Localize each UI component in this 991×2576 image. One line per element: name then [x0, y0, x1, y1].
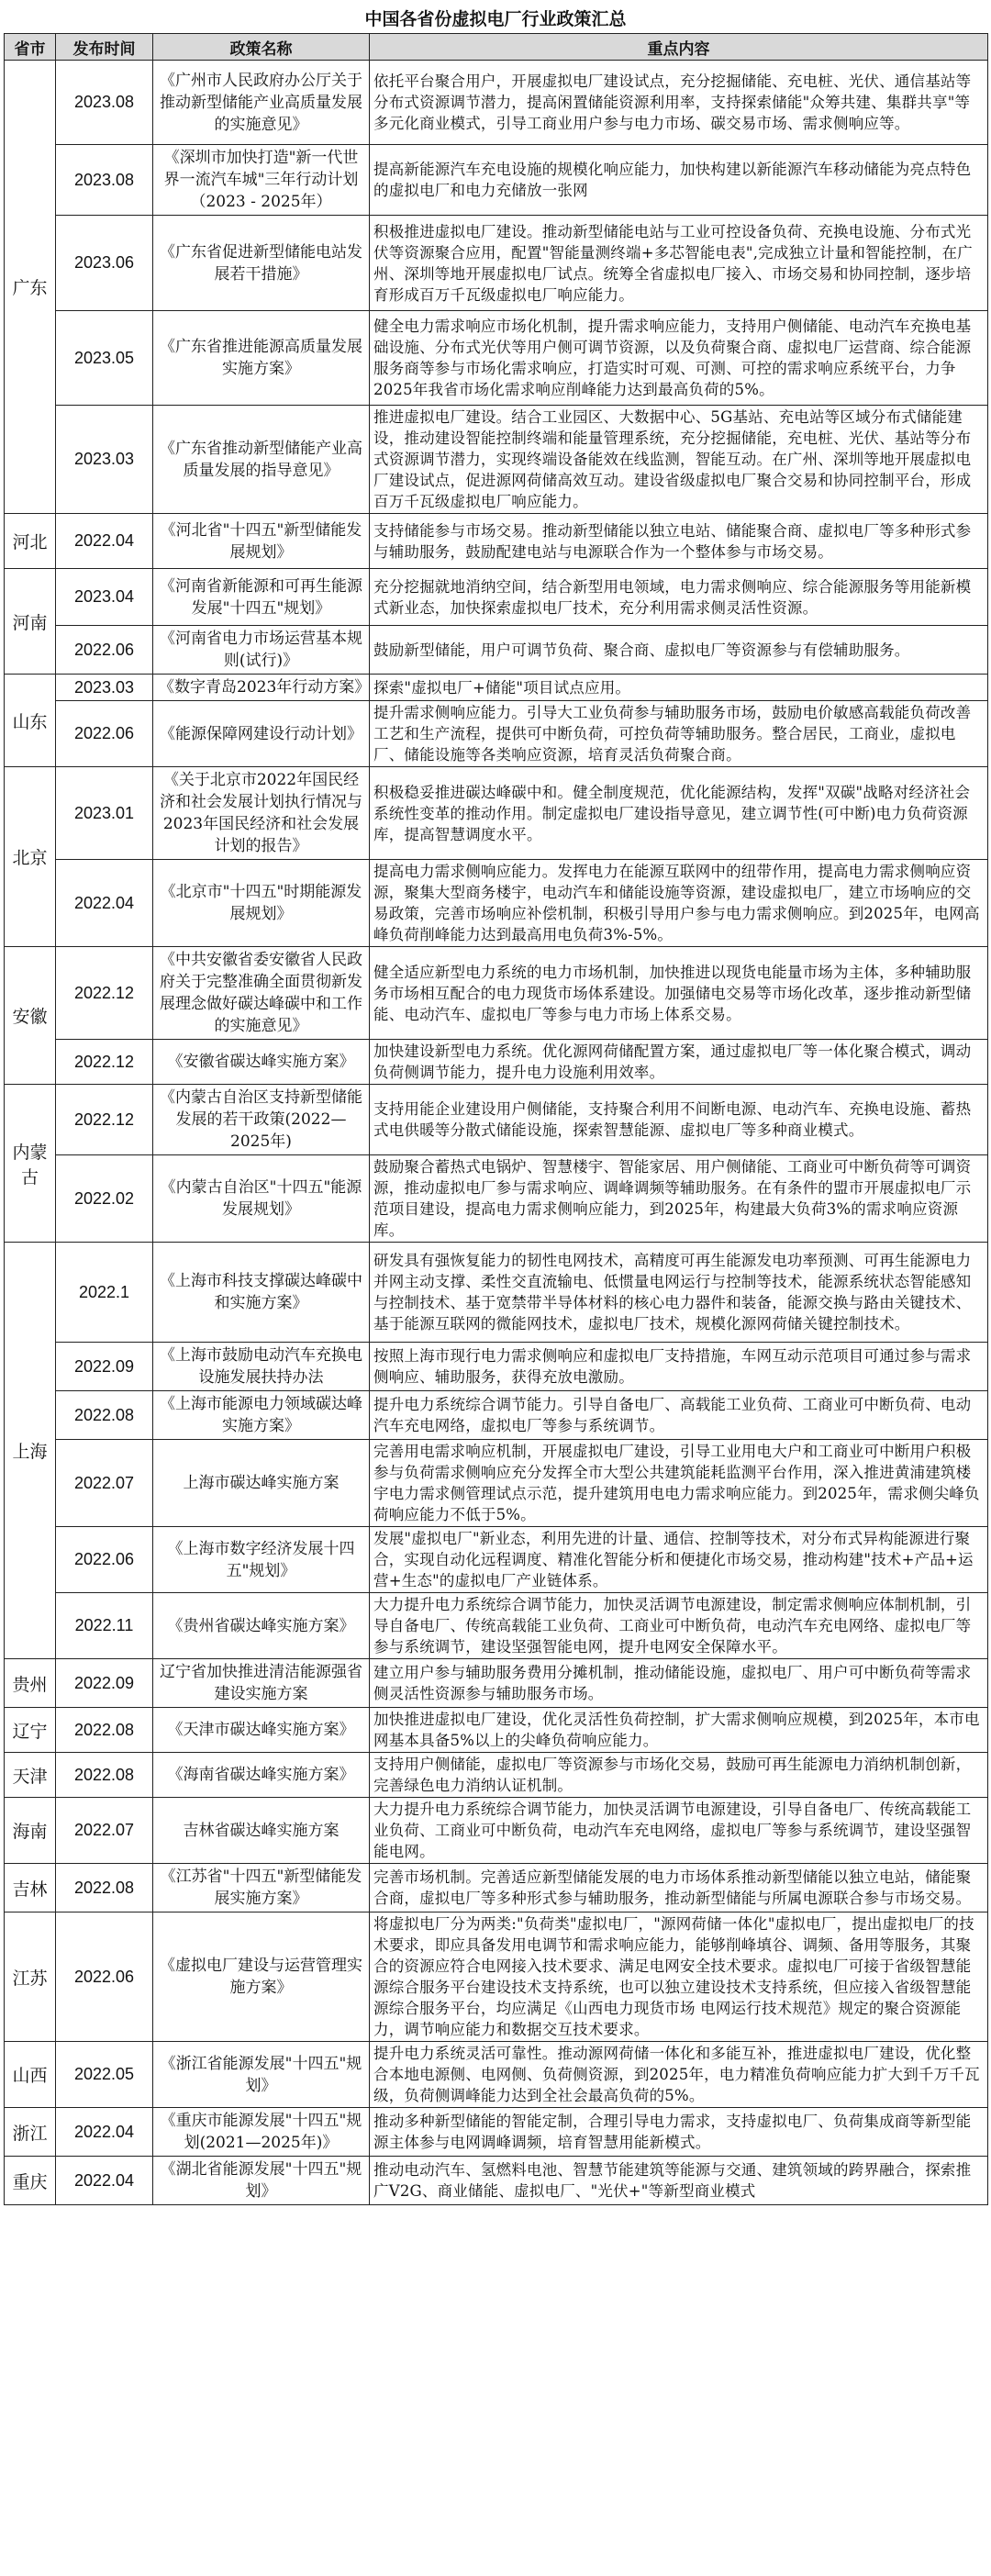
province-cell: 重庆	[5, 2157, 56, 2205]
key-content-cell: 研发具有强恢复能力的韧性电网技术，高精度可再生能源发电功率预测、可再生能源电力并网主动支撑、柔性交直流输电、低惯量电网运行与控制等技术，能源系统状态智能感知与控制技术、基于宽禁带半导体材料的核心电力器件和装备，能源交换与路由关键技术、基于能源互联网的微能网技术，虚拟电厂技术，规模化源网荷储关键控制技术。	[370, 1243, 988, 1343]
policy-name-cell: 《广东省推动新型储能产业高质量发展的指导意见》	[153, 406, 370, 514]
policy-name-cell: 《湖北省能源发展"十四五"规划》	[153, 2157, 370, 2205]
table-row	[5, 1440, 988, 1527]
date-cell: 2022.08	[56, 1753, 153, 1798]
policy-name-cell: 《数字青岛2023年行动方案》	[153, 675, 370, 701]
key-content-cell: 健全电力需求响应市场化机制，提升需求响应能力，支持用户侧储能、电动汽车充换电基础设施、分布式光伏等用户侧可调节资源，以及负荷聚合商、虚拟电厂运营商、综合能源服务商等参与市场化需求响应，打造实时可观、可测、可控的需求响应系统平台，力争2025年我省市场化需求响应削峰能力达到最高负荷的5%。	[370, 311, 988, 406]
date-cell: 2023.08	[56, 145, 153, 216]
table-row	[5, 626, 988, 675]
policy-name-cell: 《上海市数字经济发展十四五"规划》	[153, 1527, 370, 1593]
date-cell: 2023.08	[56, 61, 153, 145]
date-cell: 2023.03	[56, 406, 153, 514]
key-content-cell: 鼓励聚合蓄热式电锅炉、智慧楼宇、智能家居、用户侧储能、工商业可中断负荷等可调资源，推动虚拟电厂参与需求响应、调峰调频等辅助服务。在有条件的盟市开展虚拟电厂示范项目建设，提高电力需求侧响应能力，到2025年，构建最大负荷3%的需求响应资源库。	[370, 1155, 988, 1243]
header-province: 省市	[5, 34, 56, 61]
policy-name-cell: 《北京市"十四五"时期能源发展规划》	[153, 860, 370, 947]
header-date: 发布时间	[56, 34, 153, 61]
key-content-cell: 完善市场机制。完善适应新型储能发展的电力市场体系推动新型储能以独立电站，储能聚合商，虚拟电厂等多种形式参与辅助服务，推动新型储能与所属电源联合参与市场交易。	[370, 1864, 988, 1912]
table-row	[5, 61, 988, 145]
key-content-cell: 发展"虚拟电厂"新业态，利用先进的计量、通信、控制等技术，对分布式异构能源进行聚合，实现自动化远程调度、精准化智能分析和便捷化市场交易，推动构建"技术+产品+运营+生态"的虚拟电厂产业链体系。	[370, 1527, 988, 1593]
province-cell: 安徽	[5, 947, 56, 1085]
table-row	[5, 1040, 988, 1085]
policy-name-cell: 《江苏省"十四五"新型储能发展实施方案》	[153, 1864, 370, 1912]
policy-name-cell: 《广东省促进新型储能电站发展若干措施》	[153, 216, 370, 311]
policy-name-cell: 《广州市人民政府办公厅关于推动新型储能产业高质量发展的实施意见》	[153, 61, 370, 145]
date-cell: 2023.06	[56, 216, 153, 311]
policy-name-cell: 《天津市碳达峰实施方案》	[153, 1708, 370, 1753]
table-row	[5, 2157, 988, 2205]
province-cell: 山东	[5, 675, 56, 767]
policy-name-cell: 吉林省碳达峰实施方案	[153, 1798, 370, 1864]
date-cell: 2022.08	[56, 1708, 153, 1753]
table-row	[5, 1593, 988, 1659]
table-row	[5, 216, 988, 311]
date-cell: 2023.03	[56, 675, 153, 701]
date-cell: 2023.04	[56, 569, 153, 626]
table-row	[5, 1527, 988, 1593]
date-cell: 2022.12	[56, 1085, 153, 1155]
date-cell: 2022.07	[56, 1798, 153, 1864]
date-cell: 2022.06	[56, 1527, 153, 1593]
table-row	[5, 1243, 988, 1343]
province-cell: 广东	[5, 61, 56, 514]
key-content-cell: 将虚拟电厂分为两类:"负荷类"虚拟电厂，"源网荷储一体化"虚拟电厂，提出虚拟电厂的技术要求，即应具备发用电调节和需求响应能力，能够削峰填谷、调频、备用等服务，其聚合的资源应符合电网接入技术要求、满足电网安全技术要求。虚拟电厂可接于省级智慧能源综合服务平台建设技术支持系统，也可以独立建设技术支持系统，但应接入省级智慧能源综合服务平台，均应满足《山西电力现货市场 电网运行技术规范》规定的聚合资源能力，调节响应能力和数据交互技术要求。	[370, 1912, 988, 2042]
policy-name-cell: 《上海市鼓励电动汽车充换电设施发展扶持办法	[153, 1343, 370, 1391]
table-row	[5, 701, 988, 767]
province-cell: 北京	[5, 767, 56, 947]
table-row	[5, 1391, 988, 1440]
date-cell: 2022.08	[56, 1391, 153, 1440]
date-cell: 2022.07	[56, 1440, 153, 1527]
province-cell: 江苏	[5, 1912, 56, 2042]
key-content-cell: 推动电动汽车、氢燃料电池、智慧节能建筑等能源与交通、建筑领域的跨界融合，探索推广V2G、商业储能、虚拟电厂、"光伏+"等新型商业模式	[370, 2157, 988, 2205]
province-cell: 海南	[5, 1798, 56, 1864]
key-content-cell: 提升电力系统灵活可靠性。推动源网荷储一体化和多能互补，推进虚拟电厂建设，优化整合本地电源侧、电网侧、负荷侧资源，到2025年，电力精准负荷响应能力扩大到千万千瓦级，负荷侧调峰能力达到全社会最高负荷的5%。	[370, 2042, 988, 2108]
key-content-cell: 支持储能参与市场交易。推动新型储能以独立电站、储能聚合商、虚拟电厂等多种形式参与辅助服务，鼓励配建电站与电源联合作为一个整体参与市场交易。	[370, 514, 988, 569]
policy-name-cell: 辽宁省加快推进清洁能源强省建设实施方案	[153, 1659, 370, 1708]
table-row	[5, 1343, 988, 1391]
key-content-cell: 支持用能企业建设用户侧储能，支持聚合利用不间断电源、电动汽车、充换电设施、蓄热式电供暖等分散式储能设施，探索智慧能源、虚拟电厂等多种商业模式。	[370, 1085, 988, 1155]
province-cell: 河南	[5, 569, 56, 675]
policy-name-cell: 《上海市科技支撑碳达峰碳中和实施方案》	[153, 1243, 370, 1343]
province-cell: 上海	[5, 1243, 56, 1659]
policy-name-cell: 《河北省"十四五"新型储能发展规划》	[153, 514, 370, 569]
policy-name-cell: 《重庆市能源发展"十四五"规划(2021—2025年)》	[153, 2108, 370, 2157]
table-row	[5, 947, 988, 1040]
key-content-cell: 依托平台聚合用户，开展虚拟电厂建设试点，充分挖掘储能、充电桩、光伏、通信基站等分布式资源调节潜力，提高闲置储能资源利用率，支持探索储能"众筹共建、集群共享"等多元化商业模式，引导工商业用户参与电力市场、碳交易市场、需求侧响应等。	[370, 61, 988, 145]
key-content-cell: 推动多种新型储能的智能定制，合理引导电力需求，支持虚拟电厂、负荷集成商等新型能源主体参与电网调峰调频，培育智慧用能新模式。	[370, 2108, 988, 2157]
policy-table	[4, 33, 988, 2205]
key-content-cell: 积极推进虚拟电厂建设。推动新型储能电站与工业可控设备负荷、充换电设施、分布式光伏等资源聚合应用，配置"智能量测终端+多芯智能电表",完成独立计量和智能控制，在广州、深圳等地开展虚拟电厂试点。统筹全省虚拟电厂接入、市场交易和协同控制，逐步培育形成百万千瓦级虚拟电厂响应能力。	[370, 216, 988, 311]
key-content-cell: 加快推进虚拟电厂建设，优化灵活性负荷控制，扩大需求侧响应规模，到2025年，本市电网基本具备5%以上的尖峰负荷响应能力。	[370, 1708, 988, 1753]
header-row	[5, 34, 988, 61]
date-cell: 2022.04	[56, 514, 153, 569]
policy-name-cell: 《中共安徽省委安徽省人民政府关于完整准确全面贯彻新发展理念做好碳达峰碳中和工作的实施意见》	[153, 947, 370, 1040]
province-cell: 内蒙古	[5, 1085, 56, 1243]
table-row	[5, 1753, 988, 1798]
key-content-cell: 提升电力系统综合调节能力。引导自备电厂、高载能工业负荷、工商业可中断负荷、电动汽车充电网络，虚拟电厂等参与系统调节。	[370, 1391, 988, 1440]
key-content-cell: 充分挖掘就地消纳空间，结合新型用电领域，电力需求侧响应、综合能源服务等用能新模式新业态，加快探索虚拟电厂技术，充分利用需求侧灵活性资源。	[370, 569, 988, 626]
table-row	[5, 1659, 988, 1708]
key-content-cell: 大力提升电力系统综合调节能力，加快灵活调节电源建设，制定需求侧响应体制机制，引导自备电厂、传统高载能工业负荷、工商业可中断负荷，电动汽车充电网络、虚拟电厂等参与系统调节，建设坚强智能电网，提升电网安全保障水平。	[370, 1593, 988, 1659]
province-cell: 天津	[5, 1753, 56, 1798]
table-row	[5, 311, 988, 406]
table-row	[5, 767, 988, 860]
key-content-cell: 提高电力需求侧响应能力。发挥电力在能源互联网中的纽带作用，提高电力需求侧响应资源，聚集大型商务楼宇，电动汽车和储能设施等资源，建设虚拟电厂，建立市场响应的交易政策，完善市场响应补偿机制，积极引导用户参与电力需求侧响应。到2025年，电网高峰负荷削峰能力达到最高用电负荷3%-5%。	[370, 860, 988, 947]
table-row	[5, 514, 988, 569]
policy-name-cell: 《安徽省碳达峰实施方案》	[153, 1040, 370, 1085]
key-content-cell: 支持用户侧储能，虚拟电厂等资源参与市场化交易，鼓励可再生能源电力消纳机制创新，完善绿色电力消纳认证机制。	[370, 1753, 988, 1798]
policy-name-cell: 《内蒙古自治区"十四五"能源发展规划》	[153, 1155, 370, 1243]
date-cell: 2023.01	[56, 767, 153, 860]
key-content-cell: 提升需求侧响应能力。引导大工业负荷参与辅助服务市场，鼓励电价敏感高载能负荷改善工艺和生产流程，提供可中断负荷，可控负荷等辅助服务。整合居民，工商业，虚拟电厂、储能设施等各类响应资源，培育灵活负荷聚合商。	[370, 701, 988, 767]
key-content-cell: 推进虚拟电厂建设。结合工业园区、大数据中心、5G基站、充电站等区域分布式储能建设，推动建设智能控制终端和能量管理系统，充分挖掘储能，充电桩、光伏、基站等分布式资源调节潜力，实现终端设备能效在线监测，智能互动。在广州、深圳等地开展虚拟电厂建设试点，促进源网荷储高效互动。建设省级虚拟电厂聚合交易和协同控制平台，形成百万千瓦级虚拟电厂响应能力。	[370, 406, 988, 514]
date-cell: 2022.11	[56, 1593, 153, 1659]
policy-name-cell: 《内蒙古自治区支持新型储能发展的若干政策(2022—2025年)	[153, 1085, 370, 1155]
date-cell: 2022.12	[56, 947, 153, 1040]
key-content-cell: 提高新能源汽车充电设施的规模化响应能力，加快构建以新能源汽车移动储能为亮点特色的虚拟电厂和电力充储放一张网	[370, 145, 988, 216]
policy-name-cell: 《关于北京市2022年国民经济和社会发展计划执行情况与2023年国民经济和社会发展计划的报告》	[153, 767, 370, 860]
policy-name-cell: 《海南省碳达峰实施方案》	[153, 1753, 370, 1798]
date-cell: 2022.04	[56, 2157, 153, 2205]
table-row	[5, 406, 988, 514]
policy-name-cell: 上海市碳达峰实施方案	[153, 1440, 370, 1527]
table-row	[5, 2042, 988, 2108]
policy-name-cell: 《贵州省碳达峰实施方案》	[153, 1593, 370, 1659]
key-content-cell: 完善用电需求响应机制，开展虚拟电厂建设，引导工业用电大户和工商业可中断用户积极参与负荷需求侧响应充分发挥全市大型公共建筑能耗监测平台作用，深入推进黄浦建筑楼宇电力需求侧管理试点示范，提升建筑用电电力需求响应能力。到2025年，需求侧尖峰负荷响应能力不低于5%。	[370, 1440, 988, 1527]
policy-name-cell: 《河南省新能源和可再生能源发展"十四五"规划》	[153, 569, 370, 626]
key-content-cell: 建立用户参与辅助服务费用分摊机制，推动储能设施，虚拟电厂、用户可中断负荷等需求侧灵活性资源参与辅助服务市场。	[370, 1659, 988, 1708]
policy-name-cell: 《虚拟电厂建设与运营管理实施方案》	[153, 1912, 370, 2042]
policy-name-cell: 《浙江省能源发展"十四五"规划》	[153, 2042, 370, 2108]
date-cell: 2022.04	[56, 860, 153, 947]
key-content-cell: 健全适应新型电力系统的电力市场机制，加快推进以现货电能量市场为主体，多种辅助服务市场相互配合的电力现货市场体系建设。加强储电交易等市场化改革，逐步推动新型储能、电动汽车、虚拟电厂等参与电力市场上体系交易。	[370, 947, 988, 1040]
table-row	[5, 860, 988, 947]
province-cell: 山西	[5, 2042, 56, 2108]
table-row	[5, 1155, 988, 1243]
policy-name-cell: 《广东省推进能源高质量发展实施方案》	[153, 311, 370, 406]
key-content-cell: 积极稳妥推进碳达峰碳中和。健全制度规范，优化能源结构，发挥"双碳"战略对经济社会系统性变革的推动作用。制定虚拟电厂建设指导意见，建立调节性(可中断)电力负荷资源库，提高智慧调度水平。	[370, 767, 988, 860]
table-row	[5, 1708, 988, 1753]
date-cell: 2022.06	[56, 626, 153, 675]
table-row	[5, 2108, 988, 2157]
province-cell: 辽宁	[5, 1708, 56, 1753]
date-cell: 2022.08	[56, 1864, 153, 1912]
table-row	[5, 569, 988, 626]
table-row	[5, 1864, 988, 1912]
province-cell: 吉林	[5, 1864, 56, 1912]
header-content: 重点内容	[370, 34, 988, 61]
table-row	[5, 675, 988, 701]
table-row	[5, 1798, 988, 1864]
date-cell: 2022.12	[56, 1040, 153, 1085]
policy-name-cell: 《河南省电力市场运营基本规则(试行)》	[153, 626, 370, 675]
province-cell: 浙江	[5, 2108, 56, 2157]
key-content-cell: 大力提升电力系统综合调节能力，加快灵活调节电源建设，引导自备电厂、传统高载能工业负荷、工商业可中断负荷，电动汽车充电网络，虚拟电厂等参与系统调节，建设坚强智能电网。	[370, 1798, 988, 1864]
policy-name-cell: 《能源保障网建设行动计划》	[153, 701, 370, 767]
key-content-cell: 鼓励新型储能，用户可调节负荷、聚合商、虚拟电厂等资源参与有偿辅助服务。	[370, 626, 988, 675]
date-cell: 2023.05	[56, 311, 153, 406]
date-cell: 2022.1	[56, 1243, 153, 1343]
key-content-cell: 加快建设新型电力系统。优化源网荷储配置方案，通过虚拟电厂等一体化聚合模式，调动负荷侧调节能力，提升电力设施利用效率。	[370, 1040, 988, 1085]
table-row	[5, 145, 988, 216]
date-cell: 2022.09	[56, 1659, 153, 1708]
date-cell: 2022.05	[56, 2042, 153, 2108]
date-cell: 2022.06	[56, 701, 153, 767]
date-cell: 2022.06	[56, 1912, 153, 2042]
policy-table-body	[5, 61, 988, 2205]
date-cell: 2022.04	[56, 2108, 153, 2157]
date-cell: 2022.02	[56, 1155, 153, 1243]
policy-name-cell: 《上海市能源电力领域碳达峰实施方案》	[153, 1391, 370, 1440]
province-cell: 贵州	[5, 1659, 56, 1708]
table-row	[5, 1912, 988, 2042]
header-name: 政策名称	[153, 34, 370, 61]
key-content-cell: 探索"虚拟电厂+储能"项目试点应用。	[370, 675, 988, 701]
key-content-cell: 按照上海市现行电力需求侧响应和虚拟电厂支持措施，车网互动示范项目可通过参与需求侧响应、辅助服务，获得充放电激励。	[370, 1343, 988, 1391]
table-row	[5, 1085, 988, 1155]
date-cell: 2022.09	[56, 1343, 153, 1391]
policy-name-cell: 《深圳市加快打造"新一代世界一流汽车城"三年行动计划（2023 - 2025年）	[153, 145, 370, 216]
table-title: 中国各省份虚拟电厂行业政策汇总	[364, 9, 627, 29]
province-cell: 河北	[5, 514, 56, 569]
